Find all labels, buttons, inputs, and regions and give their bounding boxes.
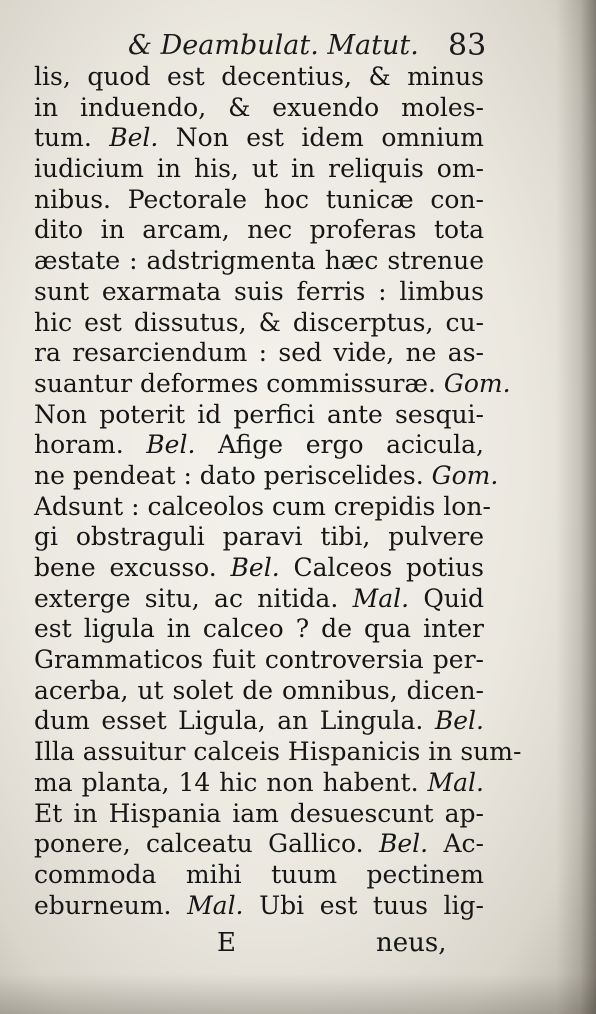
text-line: acerba, ut solet de omnibus, dicen- <box>34 675 484 705</box>
text-line: commoda mihi tuum pectinem <box>34 859 484 889</box>
text-line: dum esset Ligula, an Lingula. Bel. <box>34 706 484 736</box>
text-line: Adsunt : calceolos cum crepidis lon- <box>34 491 491 521</box>
text-block <box>34 62 522 921</box>
speaker-abbrev: Mal. <box>427 767 484 797</box>
text-line: sunt exarmata suis ferris : limbus <box>34 276 484 306</box>
text-line: ponere, calceatu Gallico. Bel. Ac- <box>34 829 485 859</box>
text-line: ne pendeat : dato periscelides. Gom. <box>34 460 499 490</box>
speaker-abbrev: Bel. <box>434 706 484 736</box>
speaker-abbrev: Bel. <box>379 829 429 859</box>
speaker-abbrev: Bel. <box>230 553 280 582</box>
page-number: 83 <box>448 28 487 63</box>
speaker-abbrev: Bel. <box>146 430 196 460</box>
text-line: Et in Hispania iam desuescunt ap- <box>34 798 484 828</box>
speaker-abbrev: Gom. <box>431 460 499 490</box>
text-line: Illa assuitur calceis Hispanicis in sum- <box>34 737 522 767</box>
text-line: tum. Bel. Non est idem omnium <box>34 123 484 153</box>
text-line: ma planta, 14 hic non habent. Mal. <box>34 767 484 797</box>
text-line: iudicium in his, ut in reliquis om- <box>34 154 484 184</box>
page-edge-shadow <box>556 0 596 1014</box>
text-line: in induendo, & exuendo moles- <box>34 92 484 122</box>
speaker-abbrev: Gom. <box>443 368 511 398</box>
text-line: Non poterit id perfici ante sesqui- <box>34 399 484 429</box>
text-line: lis, quod est decentius, & minus <box>34 62 484 91</box>
text-line: eburneum. Mal. Ubi est tuus lig- <box>34 890 484 920</box>
text-line: est ligula in calceo ? de qua inter <box>34 614 484 644</box>
text-line: exterge situ, ac nitida. Mal. Quid <box>34 583 485 613</box>
text-line: æstate : adstrigmenta hæc strenue <box>34 246 484 276</box>
speaker-abbrev: Mal. <box>187 890 244 920</box>
text-line: ra resarciendum : sed vide, ne as- <box>34 338 484 368</box>
text-line: hic est dissutus, & discerptus, cu- <box>34 307 484 337</box>
speaker-abbrev: Bel. <box>109 123 159 153</box>
text-line: suantur deformes commissuræ. Gom. <box>34 368 511 398</box>
text-line: dito in arcam, nec proferas tota <box>34 215 484 245</box>
catchword: neus, <box>376 928 447 958</box>
text-line: bene excusso. Bel. Calceos potius <box>34 553 484 582</box>
signature-mark: E <box>217 928 236 958</box>
page-bottom-shadow <box>0 974 596 1014</box>
text-line: horam. Bel. Afige ergo acicula, <box>34 430 484 460</box>
text-line: Grammaticos fuit controversia per- <box>34 645 484 675</box>
text-line: nibus. Pectorale hoc tunicæ con- <box>34 184 484 214</box>
running-title: & Deambulat. Matut. <box>128 30 419 61</box>
text-line: gi obstraguli paravi tibi, pulvere <box>34 522 484 552</box>
speaker-abbrev: Mal. <box>352 583 410 613</box>
